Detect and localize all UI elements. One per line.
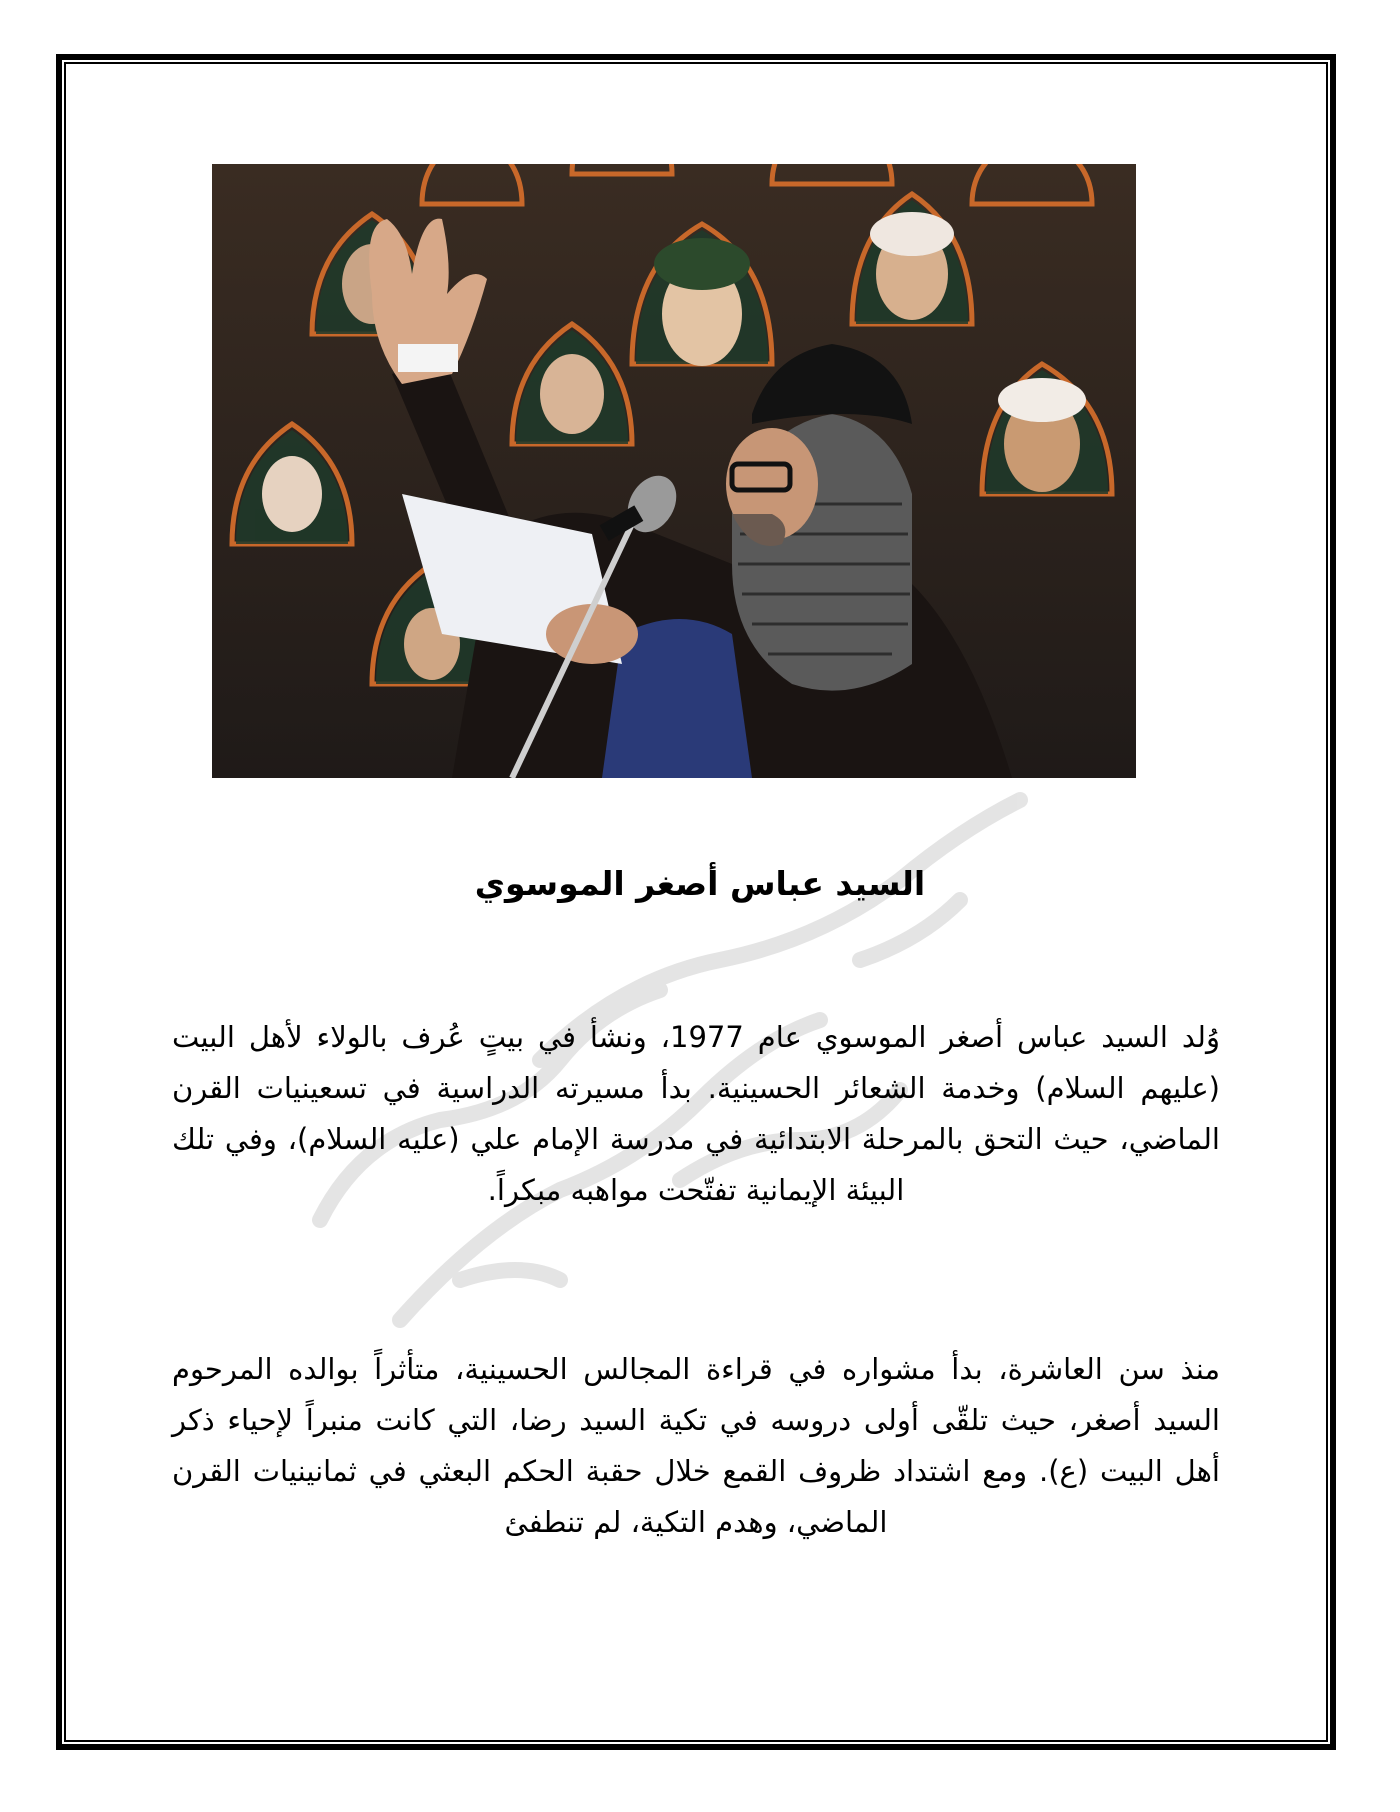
page-title: السيد عباس أصغر الموسوي: [474, 864, 926, 903]
speaker-with-microphone-photo-icon: [212, 164, 1136, 778]
speaker-photo: [212, 164, 1136, 778]
paragraph-1: وُلد السيد عباس أصغر الموسوي عام 1977، ونشأ في بيتٍ عُرف بالولاء لأهل البيت (عليهم السلام) وخدمة الشعائر الحسينية. بدأ مسيرته الدراسية في تسعينيات القرن الماضي، حيث التحق بالمرحلة الابتدائية في مدرسة الإمام علي (عليه السلام)، وفي تلك البيئة الإيمانية تفتّحت مواهبه مبكراً.: [172, 1020, 1220, 1207]
paragraph-2: منذ سن العاشرة، بدأ مشواره في قراءة المجالس الحسينية، متأثراً بوالده المرحوم السيد أصغر، حيث تلقّى أولى دروسه في تكية السيد رضا، التي كانت منبراً لإحياء ذكر أهل البيت (ع). ومع اشتداد ظروف القمع خلال حقبة الحكم البعثي في ثمانينيات القرن الماضي، وهدم التكية، لم تنطفئ: [172, 1352, 1220, 1539]
